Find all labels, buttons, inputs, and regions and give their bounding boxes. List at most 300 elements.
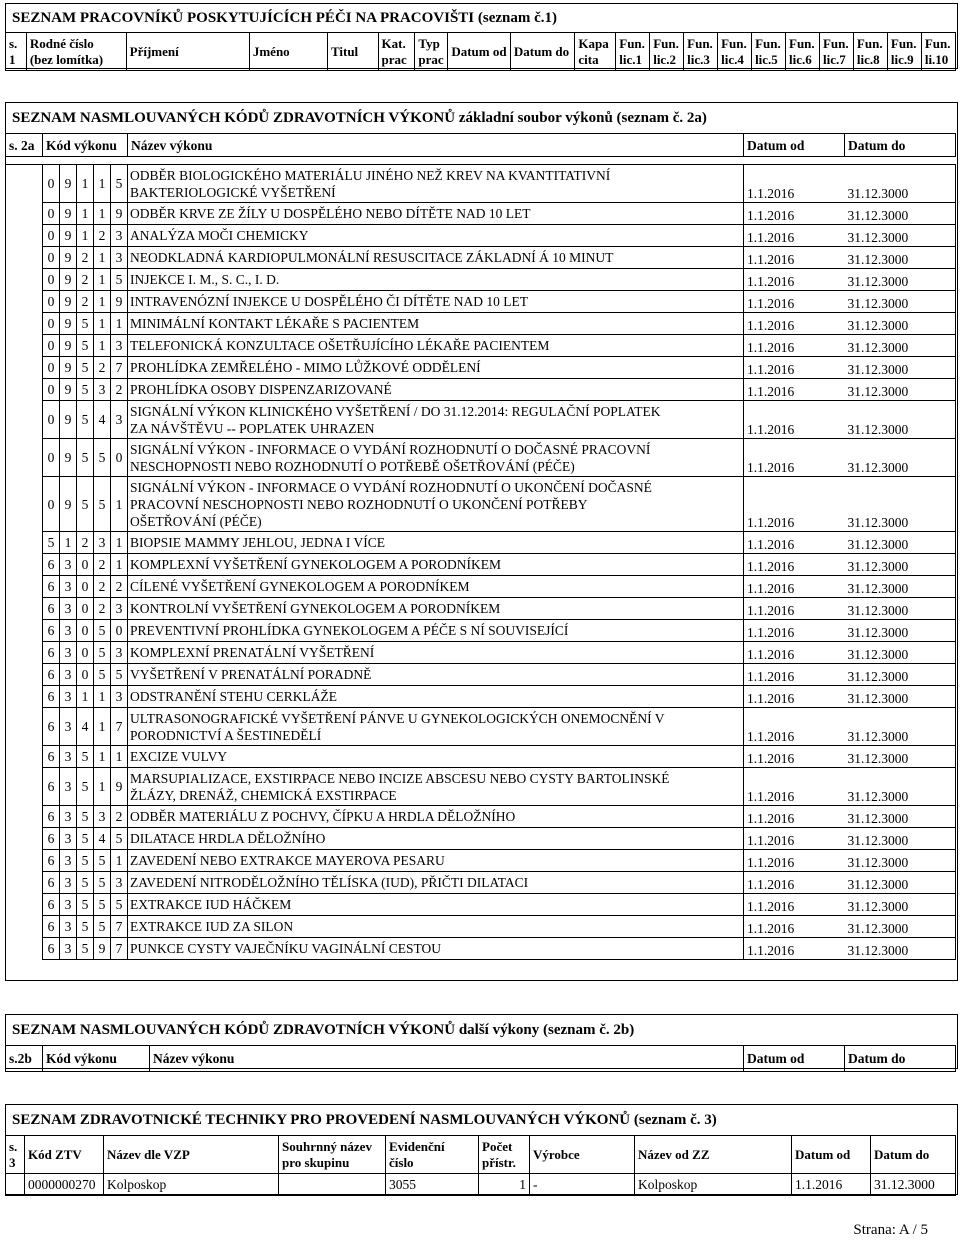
col-datum-do: Datum do <box>510 33 574 71</box>
cell-nazev-vykonu <box>128 291 744 313</box>
code-digit: 6 <box>43 576 60 598</box>
code-digit: 2 <box>77 247 94 269</box>
code-digit: 9 <box>60 269 77 291</box>
table-row <box>6 828 956 850</box>
code-digit: 2 <box>111 806 128 828</box>
code-digit: 0 <box>43 313 60 335</box>
col-datum-od: Datum od <box>744 134 845 157</box>
code-digit: 0 <box>43 439 60 477</box>
section-2b-table <box>5 1045 956 1072</box>
table-row <box>6 576 956 598</box>
nazev-line: ODSTRANĚNÍ STEHU CERKLÁŽE <box>130 689 337 704</box>
nazev-line: INTRAVENÓZNÍ INJEKCE U DOSPĚLÉHO ČI DÍTĚTE NAD 10 LET <box>130 294 528 309</box>
col-s3: s. 3 <box>6 1136 25 1174</box>
col-s2b: s.2b <box>6 1046 43 1072</box>
code-digit: 2 <box>77 532 94 554</box>
cell-nazev-vykonu <box>128 335 744 357</box>
code-digit: 5 <box>111 269 128 291</box>
cell-s2a <box>6 439 43 477</box>
nazev-line: EXTRAKCE IUD HÁČKEM <box>130 897 292 912</box>
nazev-line: KONTROLNÍ VYŠETŘENÍ GYNEKOLOGEM A PORODNÍKEM <box>130 601 501 616</box>
table-row <box>6 477 956 532</box>
cell-datum-do: 31.12.3000 <box>845 938 956 960</box>
code-digit: 5 <box>77 335 94 357</box>
nazev-line: CÍLENÉ VYŠETŘENÍ GYNEKOLOGEM A PORODNÍKEM <box>130 579 470 594</box>
cell-datum-do: 31.12.3000 <box>845 746 956 768</box>
nazev-line: ŽLÁZY, DRENÁŽ, CHEMICKÁ EXSTIRPACE <box>130 787 397 803</box>
cell-datum-od: 1.1.2016 <box>744 401 845 439</box>
nazev-line: DILATACE HRDLA DĚLOŽNÍHO <box>130 831 326 846</box>
table-row <box>6 916 956 938</box>
cell-evidencni-cislo: 3055 <box>386 1174 479 1196</box>
nazev-line: PROHLÍDKA OSOBY DISPENZARIZOVANÉ <box>130 382 392 397</box>
code-digit: 5 <box>94 872 111 894</box>
table-row <box>6 203 956 225</box>
cell-datum-od: 1.1.2016 <box>744 291 845 313</box>
cell-datum-do: 31.12.3000 <box>845 620 956 642</box>
table-row <box>6 439 956 477</box>
nazev-line: ODBĚR MATERIÁLU Z POCHVY, ČÍPKU A HRDLA DĚLOŽNÍHO <box>130 809 516 824</box>
col-nazev-vykonu: Název výkonu <box>128 134 744 157</box>
code-digit: 3 <box>60 872 77 894</box>
code-digit: 5 <box>94 620 111 642</box>
col-datum-od: Datum od <box>792 1136 871 1174</box>
cell-nazev-vykonu <box>128 828 744 850</box>
code-digit: 6 <box>43 686 60 708</box>
cell-datum-od: 1.1.2016 <box>744 768 845 806</box>
code-digit: 9 <box>60 401 77 439</box>
cell-datum-od: 1.1.2016 <box>744 165 845 203</box>
table-row <box>6 642 956 664</box>
cell-s2a <box>6 313 43 335</box>
code-digit: 6 <box>43 806 60 828</box>
code-digit: 3 <box>60 938 77 960</box>
nazev-line: ODBĚR KRVE ZE ŽÍLY U DOSPĚLÉHO NEBO DÍTĚTE NAD 10 LET <box>130 206 531 221</box>
cell-nazev-vykonu <box>128 746 744 768</box>
code-digit: 3 <box>111 642 128 664</box>
code-digit: 9 <box>60 291 77 313</box>
code-digit: 5 <box>77 828 94 850</box>
code-digit: 0 <box>111 439 128 477</box>
code-digit: 0 <box>43 203 60 225</box>
cell-nazev-vykonu <box>128 313 744 335</box>
cell-s2a <box>6 686 43 708</box>
code-digit: 0 <box>77 598 94 620</box>
code-digit: 9 <box>60 477 77 532</box>
col-typ-prac: Typ prac <box>415 33 448 71</box>
table-row <box>6 401 956 439</box>
code-digit: 3 <box>60 576 77 598</box>
table-row <box>6 708 956 746</box>
code-digit: 6 <box>43 642 60 664</box>
table-row <box>6 532 956 554</box>
code-digit: 1 <box>94 686 111 708</box>
cell-nazev-vykonu <box>128 768 744 806</box>
code-digit: 2 <box>111 379 128 401</box>
code-digit: 5 <box>77 850 94 872</box>
cell-nazev-vykonu <box>128 439 744 477</box>
cell-datum-od: 1.1.2016 <box>744 357 845 379</box>
section-1-table <box>5 32 956 71</box>
code-digit: 6 <box>43 664 60 686</box>
cell-datum-od: 1.1.2016 <box>744 894 845 916</box>
cell-s3 <box>6 1174 25 1196</box>
nazev-line: MARSUPIALIZACE, EXSTIRPACE NEBO INCIZE ABSCESU NEBO CYSTY BARTOLINSKÉ <box>130 770 670 786</box>
cell-datum-do: 31.12.3000 <box>845 165 956 203</box>
cell-nazev-vykonu <box>128 872 744 894</box>
code-digit: 2 <box>94 576 111 598</box>
nazev-line: ULTRASONOGRAFICKÉ VYŠETŘENÍ PÁNVE U GYNEKOLOGICKÝCH ONEMOCNĚNÍ V <box>130 710 665 726</box>
nazev-line: INJEKCE I. M., S. C., I. D. <box>130 272 280 287</box>
page-footer: Strana: A / 5 <box>853 1222 928 1238</box>
section-2a-table <box>5 133 956 960</box>
code-digit: 6 <box>43 894 60 916</box>
code-digit: 1 <box>94 269 111 291</box>
code-digit: 6 <box>43 938 60 960</box>
cell-nazev-vykonu <box>128 269 744 291</box>
code-digit: 3 <box>111 247 128 269</box>
nazev-line: SIGNÁLNÍ VÝKON - INFORMACE O VYDÁNÍ ROZHODNUTÍ O DOČASNÉ PRACOVNÍ <box>130 441 651 457</box>
table-row <box>6 165 956 203</box>
cell-datum-od: 1.1.2016 <box>744 225 845 247</box>
code-digit: 1 <box>94 746 111 768</box>
cell-datum-do: 31.12.3000 <box>845 291 956 313</box>
cell-datum-do: 31.12.3000 <box>845 916 956 938</box>
table-row <box>6 291 956 313</box>
cell-datum-od: 1.1.2016 <box>744 477 845 532</box>
code-digit: 6 <box>43 620 60 642</box>
col-nazev-vykonu: Název výkonu <box>150 1046 744 1072</box>
code-digit: 6 <box>43 850 60 872</box>
code-digit: 0 <box>43 335 60 357</box>
code-digit: 6 <box>43 916 60 938</box>
code-digit: 0 <box>43 357 60 379</box>
col-vyrobce: Výrobce <box>530 1136 635 1174</box>
cell-datum-do: 31.12.3000 <box>845 269 956 291</box>
code-digit: 6 <box>43 768 60 806</box>
code-digit: 7 <box>111 916 128 938</box>
section-2b-header-row <box>6 1046 956 1072</box>
section-2a-title: SEZNAM NASMLOUVANÝCH KÓDŮ ZDRAVOTNÍCH VÝKONŮ základní soubor výkonů (seznam č. 2a) <box>12 110 707 126</box>
cell-nazev-vzp: Kolposkop <box>104 1174 279 1196</box>
code-digit: 9 <box>111 291 128 313</box>
cell-datum-do: 31.12.3000 <box>845 828 956 850</box>
cell-datum-od: 1.1.2016 <box>744 938 845 960</box>
code-digit: 3 <box>111 686 128 708</box>
cell-s2a <box>6 894 43 916</box>
cell-s2a <box>6 916 43 938</box>
table-row <box>6 620 956 642</box>
col-prijmeni: Příjmení <box>126 33 249 71</box>
code-digit: 6 <box>43 746 60 768</box>
cell-nazev-vykonu <box>128 576 744 598</box>
cell-nazev-vykonu <box>128 894 744 916</box>
code-digit: 7 <box>111 357 128 379</box>
code-digit: 1 <box>94 165 111 203</box>
code-digit: 3 <box>94 806 111 828</box>
cell-s2a <box>6 708 43 746</box>
code-digit: 3 <box>111 598 128 620</box>
table-row <box>6 686 956 708</box>
col-datum-od: Datum od <box>448 33 511 71</box>
section-2a-spacer <box>6 157 956 165</box>
section-3-header-row <box>6 1136 956 1174</box>
cell-s2a <box>6 872 43 894</box>
nazev-line: MINIMÁLNÍ KONTAKT LÉKAŘE S PACIENTEM <box>130 316 420 331</box>
cell-nazev-vykonu <box>128 708 744 746</box>
cell-datum-do: 31.12.3000 <box>845 379 956 401</box>
code-digit: 5 <box>77 379 94 401</box>
cell-s2a <box>6 620 43 642</box>
cell-s2a <box>6 269 43 291</box>
code-digit: 4 <box>94 828 111 850</box>
cell-datum-do: 31.12.3000 <box>845 664 956 686</box>
cell-datum-do: 31.12.3000 <box>845 477 956 532</box>
col-souhrnny-nazev: Souhrnný název pro skupinu <box>279 1136 386 1174</box>
cell-datum-do: 31.12.3000 <box>845 768 956 806</box>
code-digit: 3 <box>60 708 77 746</box>
code-digit: 7 <box>111 708 128 746</box>
code-digit: 1 <box>111 554 128 576</box>
code-digit: 1 <box>94 291 111 313</box>
cell-datum-do: 31.12.3000 <box>845 850 956 872</box>
col-datum-do: Datum do <box>845 134 956 157</box>
col-fun-lic10: Fun. li.10 <box>921 33 955 71</box>
cell-nazev-vykonu <box>128 620 744 642</box>
code-digit: 1 <box>111 746 128 768</box>
table-row <box>6 247 956 269</box>
code-digit: 1 <box>94 313 111 335</box>
cell-s2a <box>6 203 43 225</box>
code-digit: 5 <box>43 532 60 554</box>
cell-s2a <box>6 165 43 203</box>
table-row <box>6 850 956 872</box>
code-digit: 9 <box>60 379 77 401</box>
cell-datum-od: 1.1.2016 <box>744 532 845 554</box>
code-digit: 5 <box>77 916 94 938</box>
code-digit: 1 <box>94 708 111 746</box>
code-digit: 5 <box>94 642 111 664</box>
section-1 <box>5 3 958 69</box>
cell-datum-od: 1.1.2016 <box>744 313 845 335</box>
section-1-header-row <box>6 33 956 71</box>
code-digit: 1 <box>94 768 111 806</box>
table-row <box>6 746 956 768</box>
code-digit: 9 <box>60 165 77 203</box>
nazev-line: PREVENTIVNÍ PROHLÍDKA GYNEKOLOGEM A PÉČE S NÍ SOUVISEJÍCÍ <box>130 623 569 638</box>
cell-datum-do: 31.12.3000 <box>845 872 956 894</box>
nazev-line: PRACOVNÍ NESCHOPNOSTI NEBO ROZHODNUTÍ O UKONČENÍ POTŘEBY <box>130 496 588 512</box>
col-fun-lic3: Fun. lic.3 <box>684 33 718 71</box>
cell-nazev-vykonu <box>128 664 744 686</box>
code-digit: 0 <box>111 620 128 642</box>
code-digit: 3 <box>94 532 111 554</box>
cell-souhrnny-nazev <box>279 1174 386 1196</box>
code-digit: 3 <box>111 401 128 439</box>
cell-datum-od: 1.1.2016 <box>744 439 845 477</box>
code-digit: 9 <box>111 203 128 225</box>
cell-s2a <box>6 379 43 401</box>
nazev-line: BAKTERIOLOGICKÉ VYŠETŘENÍ <box>130 184 336 200</box>
cell-datum-od: 1.1.2016 <box>744 554 845 576</box>
nazev-line: ZAVEDENÍ NITRODĚLOŽNÍHO TĚLÍSKA (IUD), PŘIČTI DILATACI <box>130 875 529 890</box>
nazev-line: PUNKCE CYSTY VAJEČNÍKU VAGINÁLNÍ CESTOU <box>130 941 442 956</box>
code-digit: 9 <box>60 313 77 335</box>
cell-datum-od: 1.1.2016 <box>744 335 845 357</box>
cell-s2a <box>6 291 43 313</box>
cell-s2a <box>6 598 43 620</box>
cell-datum-od: 1.1.2016 <box>744 664 845 686</box>
code-digit: 1 <box>77 203 94 225</box>
code-digit: 7 <box>111 938 128 960</box>
code-digit: 9 <box>94 938 111 960</box>
code-digit: 3 <box>111 335 128 357</box>
code-digit: 9 <box>60 203 77 225</box>
cell-nazev-vykonu <box>128 686 744 708</box>
code-digit: 1 <box>111 477 128 532</box>
cell-datum-od: 1.1.2016 <box>744 620 845 642</box>
cell-datum-od: 1.1.2016 <box>744 850 845 872</box>
col-datum-od: Datum od <box>744 1046 845 1072</box>
cell-s2a <box>6 401 43 439</box>
code-digit: 5 <box>94 439 111 477</box>
code-digit: 5 <box>111 664 128 686</box>
code-digit: 3 <box>60 894 77 916</box>
table-row <box>6 664 956 686</box>
cell-datum-do: 31.12.3000 <box>845 686 956 708</box>
code-digit: 9 <box>60 357 77 379</box>
table-row <box>6 313 956 335</box>
cell-s2a <box>6 357 43 379</box>
nazev-line: BIOPSIE MAMMY JEHLOU, JEDNA I VÍCE <box>130 535 386 550</box>
code-digit: 6 <box>43 708 60 746</box>
cell-s2a <box>6 746 43 768</box>
cell-datum-od: 1.1.2016 <box>744 872 845 894</box>
cell-datum-do: 31.12.3000 <box>845 894 956 916</box>
table-row <box>6 806 956 828</box>
nazev-line: SIGNÁLNÍ VÝKON - INFORMACE O VYDÁNÍ ROZHODNUTÍ O UKONČENÍ DOČASNÉ <box>130 479 652 495</box>
code-digit: 3 <box>60 916 77 938</box>
cell-s2a <box>6 554 43 576</box>
cell-datum-do: 31.12.3000 <box>845 401 956 439</box>
col-kat-prac: Kat. prac <box>378 33 415 71</box>
cell-nazev-vykonu <box>128 532 744 554</box>
col-kapacita: Kapa cita <box>575 33 616 71</box>
code-digit: 6 <box>43 554 60 576</box>
table-row <box>6 335 956 357</box>
col-fun-lic8: Fun. lic.8 <box>853 33 887 71</box>
code-digit: 0 <box>43 401 60 439</box>
col-datum-do: Datum do <box>871 1136 956 1174</box>
cell-datum-od: 1.1.2016 <box>744 379 845 401</box>
section-1-title: SEZNAM PRACOVNÍKŮ POSKYTUJÍCÍCH PÉČI NA PRACOVIŠTI (seznam č.1) <box>12 10 558 26</box>
cell-datum-od: 1.1.2016 <box>744 203 845 225</box>
code-digit: 5 <box>94 850 111 872</box>
cell-s2a <box>6 225 43 247</box>
col-fun-lic1: Fun. lic.1 <box>616 33 650 71</box>
cell-s2a <box>6 664 43 686</box>
code-digit: 2 <box>77 269 94 291</box>
col-fun-lic2: Fun. lic.2 <box>650 33 684 71</box>
code-digit: 5 <box>77 938 94 960</box>
nazev-line: PROHLÍDKA ZEMŘELÉHO - MIMO LŮŽKOVÉ ODDĚLENÍ <box>130 360 481 375</box>
cell-nazev-vykonu <box>128 642 744 664</box>
code-digit: 3 <box>94 379 111 401</box>
code-digit: 1 <box>77 686 94 708</box>
code-digit: 0 <box>43 269 60 291</box>
code-digit: 5 <box>111 828 128 850</box>
cell-datum-do: 31.12.3000 <box>845 598 956 620</box>
nazev-line: EXCIZE VULVY <box>130 749 228 764</box>
table-row <box>6 379 956 401</box>
cell-nazev-vykonu <box>128 916 744 938</box>
cell-s2a <box>6 642 43 664</box>
cell-datum-od: 1.1.2016 <box>744 916 845 938</box>
cell-datum-do: 31.12.3000 <box>845 313 956 335</box>
code-digit: 3 <box>111 225 128 247</box>
code-digit: 3 <box>60 828 77 850</box>
nazev-line: PORODNICTVÍ A ŠESTINEDĚLÍ <box>130 727 322 743</box>
cell-nazev-vykonu <box>128 938 744 960</box>
nazev-line: NESCHOPNOSTI NEBO ROZHODNUTÍ O POTŘEBĚ OŠETŘOVÁNÍ (PÉČE) <box>130 458 575 474</box>
cell-nazev-vykonu <box>128 477 744 532</box>
code-digit: 9 <box>60 225 77 247</box>
cell-nazev-vykonu <box>128 165 744 203</box>
cell-s2a <box>6 828 43 850</box>
code-digit: 6 <box>43 828 60 850</box>
code-digit: 6 <box>43 598 60 620</box>
col-kod-vykonu: Kód výkonu <box>43 134 128 157</box>
code-digit: 5 <box>77 894 94 916</box>
code-digit: 5 <box>77 872 94 894</box>
code-digit: 9 <box>111 768 128 806</box>
code-digit: 0 <box>77 642 94 664</box>
cell-datum-do: 31.12.3000 <box>845 532 956 554</box>
nazev-line: EXTRAKCE IUD ZA SILON <box>130 919 294 934</box>
code-digit: 5 <box>94 916 111 938</box>
cell-vyrobce: - <box>530 1174 635 1196</box>
code-digit: 5 <box>77 768 94 806</box>
code-digit: 3 <box>111 872 128 894</box>
code-digit: 0 <box>43 225 60 247</box>
cell-nazev-vykonu <box>128 247 744 269</box>
section-2a <box>5 102 958 981</box>
cell-datum-do: 31.12.3000 <box>845 554 956 576</box>
section-3 <box>5 1104 958 1195</box>
code-digit: 5 <box>111 894 128 916</box>
code-digit: 9 <box>60 439 77 477</box>
cell-nazev-vykonu <box>128 203 744 225</box>
col-nazev-zz: Název od ZZ <box>635 1136 792 1174</box>
code-digit: 5 <box>77 477 94 532</box>
cell-s2a <box>6 768 43 806</box>
col-evidencni-cislo: Evidenční číslo <box>386 1136 479 1174</box>
cell-s2a <box>6 576 43 598</box>
code-digit: 3 <box>60 806 77 828</box>
nazev-line: NEODKLADNÁ KARDIOPULMONÁLNÍ RESUSCITACE ZÁKLADNÍ Á 10 MINUT <box>130 250 614 265</box>
code-digit: 1 <box>111 850 128 872</box>
section-2b <box>5 1014 958 1069</box>
code-digit: 6 <box>43 872 60 894</box>
col-fun-lic9: Fun. lic.9 <box>887 33 921 71</box>
cell-nazev-vykonu <box>128 806 744 828</box>
nazev-line: TELEFONICKÁ KONZULTACE OŠETŘUJÍCÍHO LÉKAŘE PACIENTEM <box>130 338 550 353</box>
code-digit: 5 <box>94 477 111 532</box>
col-kod-ztv: Kód ZTV <box>25 1136 104 1174</box>
cell-datum-od: 1.1.2016 <box>744 598 845 620</box>
code-digit: 4 <box>77 708 94 746</box>
nazev-line: KOMPLEXNÍ VYŠETŘENÍ GYNEKOLOGEM A PORODNÍKEM <box>130 557 501 572</box>
